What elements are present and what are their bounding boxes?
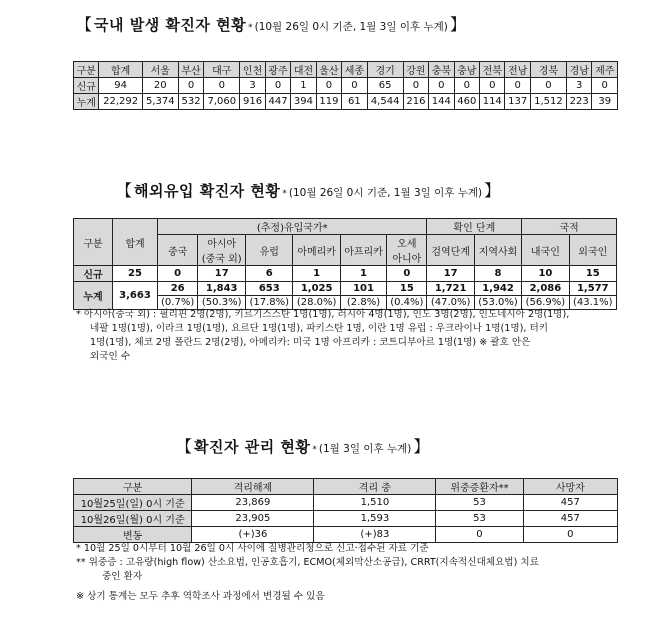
note-line: 외국인 수 <box>90 351 131 362</box>
section1-subtitle: (10월 26일 0시 기준, 1월 3일 이후 누계) <box>254 21 448 33</box>
table-cell: 1,577 <box>569 282 616 296</box>
column-header: 사망자 <box>523 479 617 495</box>
column-header: 아프리카 <box>340 235 386 266</box>
table-cell: 94 <box>99 78 142 94</box>
domestic-cases-table <box>73 61 618 110</box>
table-cell: 1,593 <box>314 511 436 527</box>
table-cell: 1,843 <box>198 282 246 296</box>
header-gubun: 구분 <box>74 219 113 266</box>
table-cell: 39 <box>592 94 618 110</box>
percent-cell: (28.0%) <box>293 296 340 310</box>
column-header: 인천 <box>240 62 265 78</box>
table-cell: 0 <box>592 78 618 94</box>
table-cell: 0 <box>178 78 203 94</box>
table-cell: 0 <box>530 78 566 94</box>
percent-cell: (53.0%) <box>474 296 521 310</box>
table-cell: 0 <box>265 78 290 94</box>
column-header: 경남 <box>567 62 592 78</box>
column-header: 제주 <box>592 62 618 78</box>
table-cell: 22,292 <box>99 94 142 110</box>
table-cell: (+)83 <box>314 527 436 543</box>
note-line: 1명(1명), 체코 2명 폴란드 2명(2명), 아메리카: 미국 1명 아프리카 : 코트디부아르 1명(1명) ※ 괄호 안은 <box>90 337 531 348</box>
table-cell: 0 <box>316 78 341 94</box>
row-label: 신규 <box>74 78 99 94</box>
column-header: 전북 <box>480 62 505 78</box>
column-header: 유럽 <box>246 235 293 266</box>
percent-cell: (47.0%) <box>427 296 474 310</box>
table-cell: (+)36 <box>192 527 314 543</box>
table-cell: 15 <box>387 282 427 296</box>
table-row <box>74 527 618 543</box>
section3-title: 【 확진자 관리 현황 * (1월 3일 이후 누계) 】 <box>176 437 430 456</box>
table-cell: 1,510 <box>314 495 436 511</box>
table-cell: 447 <box>265 94 290 110</box>
table-cell: 457 <box>523 511 617 527</box>
note-line: ** 위중증 : 고유량(high flow) 산소요법, 인공호흡기, ECMO(체외막산소공급), CRRT(지속적신대체요법) 치료 <box>76 557 539 568</box>
table-cell: 1,025 <box>293 282 340 296</box>
row-label: 변동 <box>74 527 192 543</box>
table-cell: 0 <box>204 78 240 94</box>
column-header: 외국인 <box>569 235 616 266</box>
table-cell: 1 <box>340 266 386 282</box>
table-cell: 23,905 <box>192 511 314 527</box>
section2-title-text: 해외유입 확진자 현황 <box>134 182 281 200</box>
column-header: 오세 아니아 <box>387 235 427 266</box>
table-cell: 15 <box>569 266 616 282</box>
table-cell: 532 <box>178 94 203 110</box>
table-cell: 53 <box>436 495 523 511</box>
column-header: 세종 <box>342 62 367 78</box>
table-row <box>74 511 618 527</box>
table-cell: 144 <box>429 94 454 110</box>
column-header: 전남 <box>505 62 530 78</box>
table-cell: 1,942 <box>474 282 521 296</box>
note-line: 중인 환자 <box>102 571 143 582</box>
section3-subtitle: (1월 3일 이후 누계) <box>318 443 412 455</box>
percent-cell: (17.8%) <box>246 296 293 310</box>
row-label: 10월26일(월) 0시 기준 <box>74 511 192 527</box>
column-header: 경기 <box>367 62 403 78</box>
table-cell: 101 <box>340 282 386 296</box>
column-header: 위중증환자** <box>436 479 523 495</box>
table-cell: 61 <box>342 94 367 110</box>
header-stage-group: 확인 단계 <box>427 219 522 235</box>
note-line: 네팔 1명(1명), 이라크 1명(1명), 요르단 1명(1명), 파키스탄 1명, 이란 1명 유럽 : 우크라이나 1명(1명), 터키 <box>90 323 548 334</box>
percent-cell: (0.4%) <box>387 296 427 310</box>
case-management-table <box>73 478 618 543</box>
section3-notes <box>76 542 539 604</box>
column-header: 부산 <box>178 62 203 78</box>
table-cell: 20 <box>142 78 178 94</box>
table-cell: 3 <box>240 78 265 94</box>
column-header: 검역단계 <box>427 235 474 266</box>
table-row <box>74 94 618 110</box>
table-cell: 8 <box>474 266 521 282</box>
column-header: 광주 <box>265 62 290 78</box>
table-cell: 916 <box>240 94 265 110</box>
column-header: 합계 <box>99 62 142 78</box>
column-header: 중국 <box>158 235 198 266</box>
table-cell: 17 <box>198 266 246 282</box>
column-header: 대전 <box>291 62 316 78</box>
section2-notes <box>76 308 569 364</box>
table-cell: 3 <box>567 78 592 94</box>
table-cell: 0 <box>403 78 428 94</box>
table-cell: 0 <box>454 78 479 94</box>
percent-cell: (0.7%) <box>158 296 198 310</box>
section3-title-text: 확진자 관리 현황 <box>194 438 311 456</box>
table-cell: 53 <box>436 511 523 527</box>
column-header: 대구 <box>204 62 240 78</box>
column-header: 서울 <box>142 62 178 78</box>
table-cell: 137 <box>505 94 530 110</box>
column-header: 지역사회 <box>474 235 521 266</box>
table-cell: 7,060 <box>204 94 240 110</box>
column-header: 강원 <box>403 62 428 78</box>
header-total: 합계 <box>113 219 158 266</box>
percent-cell: (50.3%) <box>198 296 246 310</box>
overseas-cases-table <box>73 218 617 310</box>
row-label: 10월25일(일) 0시 기준 <box>74 495 192 511</box>
note-line: * 10월 25일 0시부터 10월 26일 0시 사이에 질병관리청으로 신고·접수된 자료 기준 <box>76 543 429 554</box>
table-cell: 0 <box>429 78 454 94</box>
row-label: 누계 <box>74 282 113 310</box>
column-header: 충북 <box>429 62 454 78</box>
section2-subtitle: (10월 26일 0시 기준, 1월 3일 이후 누계) <box>288 187 483 199</box>
table-cell: 3,663 <box>113 282 158 310</box>
table-cell: 223 <box>567 94 592 110</box>
column-header: 충남 <box>454 62 479 78</box>
table-cell: 5,374 <box>142 94 178 110</box>
percent-cell: (56.9%) <box>522 296 569 310</box>
column-header: 내국인 <box>522 235 569 266</box>
header-origin-group: (추정)유입국가* <box>158 219 427 235</box>
table-row <box>74 78 618 94</box>
row-label: 누계 <box>74 94 99 110</box>
column-header: 구분 <box>74 479 192 495</box>
table-cell: 1 <box>291 78 316 94</box>
table-cell: 17 <box>427 266 474 282</box>
column-header: 구분 <box>74 62 99 78</box>
table-cell: 0 <box>158 266 198 282</box>
table-cell: 10 <box>522 266 569 282</box>
column-header: 격리해제 <box>192 479 314 495</box>
table-cell: 1,721 <box>427 282 474 296</box>
table-cell: 460 <box>454 94 479 110</box>
note-line: ※ 상기 통계는 모두 추후 역학조사 과정에서 변경될 수 있음 <box>76 591 325 602</box>
table-cell: 457 <box>523 495 617 511</box>
table-cell: 26 <box>158 282 198 296</box>
table-cell: 114 <box>480 94 505 110</box>
table-cell: 0 <box>523 527 617 543</box>
table-cell: 0 <box>505 78 530 94</box>
column-header: 격리 중 <box>314 479 436 495</box>
note-line: * 아시아(중국 외) : 필리핀 2명(2명), 키르기스스탄 1명(1명), 러시아 4명(1명), 인도 3명(2명), 인도네시아 2명(1명), <box>76 309 570 320</box>
section2-title: 【 해외유입 확진자 현황 * (10월 26일 0시 기준, 1월 3일 이후 누계) 】 <box>116 181 501 200</box>
table-cell: 216 <box>403 94 428 110</box>
table-cell: 4,544 <box>367 94 403 110</box>
column-header: 아시아 (중국 외) <box>198 235 246 266</box>
table-cell: 0 <box>387 266 427 282</box>
row-label: 신규 <box>74 266 113 282</box>
percent-cell: (2.8%) <box>340 296 386 310</box>
column-header: 경북 <box>530 62 566 78</box>
table-cell: 0 <box>436 527 523 543</box>
table-cell: 23,869 <box>192 495 314 511</box>
table-cell: 0 <box>342 78 367 94</box>
column-header: 아메리카 <box>293 235 340 266</box>
table-cell: 394 <box>291 94 316 110</box>
table-cell: 119 <box>316 94 341 110</box>
table-cell: 1 <box>293 266 340 282</box>
table-cell: 65 <box>367 78 403 94</box>
table-cell: 1,512 <box>530 94 566 110</box>
table-cell: 653 <box>246 282 293 296</box>
percent-cell: (43.1%) <box>569 296 616 310</box>
table-cell: 6 <box>246 266 293 282</box>
section1-title: 【 국내 발생 확진자 현황 * (10월 26일 0시 기준, 1월 3일 이후 누계) 】 <box>76 15 466 34</box>
table-row <box>74 495 618 511</box>
table-cell: 2,086 <box>522 282 569 296</box>
section1-title-text: 국내 발생 확진자 현황 <box>94 16 247 34</box>
header-nationality-group: 국적 <box>522 219 617 235</box>
table-cell: 25 <box>113 266 158 282</box>
table-cell: 0 <box>480 78 505 94</box>
column-header: 울산 <box>316 62 341 78</box>
